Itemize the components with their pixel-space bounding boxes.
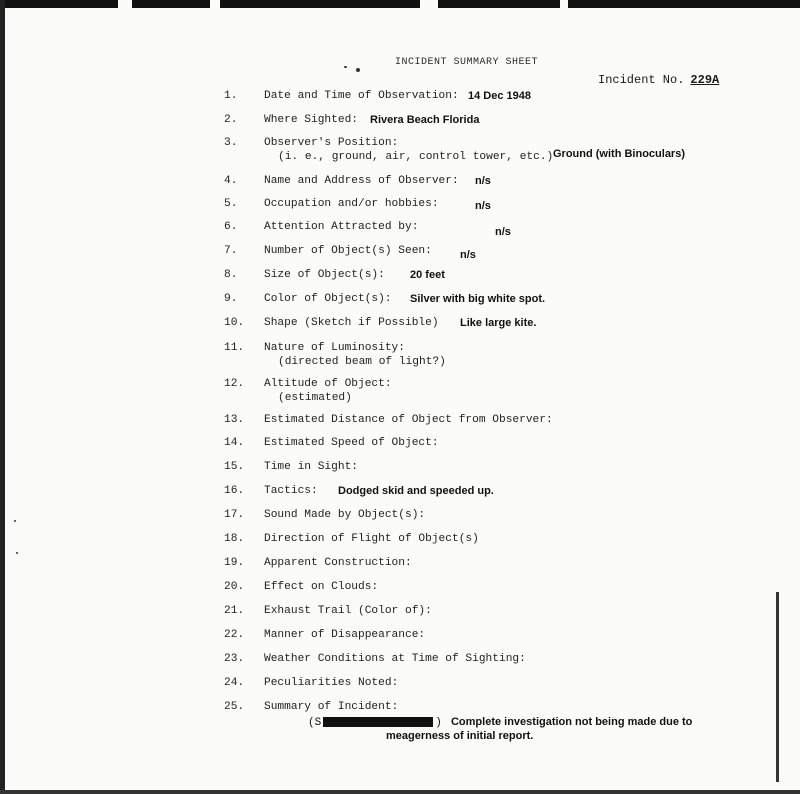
item-label: Number of Object(s) Seen:: [264, 245, 432, 257]
item-number: 8.: [224, 269, 238, 281]
item-number: 2.: [224, 114, 238, 126]
item-number: 25.: [224, 701, 245, 713]
item-number: 3.: [224, 137, 238, 149]
item-number: 1.: [224, 90, 238, 102]
item-label: Summary of Incident:: [264, 701, 399, 713]
item-label: Time in Sight:: [264, 461, 358, 473]
item-value: n/s: [475, 200, 491, 212]
ink-speck: [14, 520, 16, 522]
item-value: n/s: [495, 226, 511, 238]
item-number: 5.: [224, 198, 238, 210]
item-label: Size of Object(s):: [264, 269, 385, 281]
item-number: 21.: [224, 605, 245, 617]
item-value: Dodged skid and speeded up.: [338, 485, 494, 497]
ink-speck: [16, 552, 18, 554]
item-number: 16.: [224, 485, 245, 497]
item-value: Ground (with Binoculars): [553, 148, 685, 160]
scan-bottom-border: [0, 790, 800, 794]
ink-speck: [356, 68, 360, 72]
item-label: Effect on Clouds:: [264, 581, 379, 593]
item-label: Name and Address of Observer:: [264, 175, 459, 187]
scan-right-mark: [776, 592, 779, 782]
item-number: 22.: [224, 629, 245, 641]
item-label: Observer's Position:: [264, 137, 399, 149]
redaction-bar: [323, 717, 433, 727]
summary-line-1: Complete investigation not being made due to: [450, 716, 693, 728]
page-title: INCIDENT SUMMARY SHEET: [395, 57, 539, 68]
item-number: 23.: [224, 653, 245, 665]
item-label: Attention Attracted by:: [264, 221, 419, 233]
item-value: Like large kite.: [460, 317, 537, 329]
summary-text: [308, 716, 768, 743]
item-label: Weather Conditions at Time of Sighting:: [264, 653, 526, 665]
summary-close-paren: ): [435, 717, 442, 729]
item-label: Estimated Distance of Object from Observer:: [264, 414, 553, 426]
item-number: 15.: [224, 461, 245, 473]
item-label: Direction of Flight of Object(s): [264, 533, 479, 545]
item-label: Date and Time of Observation:: [264, 90, 459, 102]
item-label: Exhaust Trail (Color of):: [264, 605, 432, 617]
item-number: 11.: [224, 342, 245, 354]
scan-left-border: [0, 0, 5, 794]
item-sublabel: (estimated): [278, 392, 352, 404]
item-value: 20 feet: [410, 269, 445, 281]
item-value: 14 Dec 1948: [468, 90, 531, 102]
item-number: 18.: [224, 533, 245, 545]
incident-no-value: 229A: [690, 73, 720, 87]
item-label: Peculiarities Noted:: [264, 677, 399, 689]
scan-top-border: [0, 0, 800, 8]
item-label: Altitude of Object:: [264, 378, 392, 390]
item-number: 13.: [224, 414, 245, 426]
item-value: Silver with big white spot.: [410, 293, 546, 305]
item-number: 24.: [224, 677, 245, 689]
item-number: 6.: [224, 221, 238, 233]
item-value: Rivera Beach Florida: [370, 114, 480, 126]
item-label: Estimated Speed of Object:: [264, 437, 439, 449]
item-label: Apparent Construction:: [264, 557, 412, 569]
incident-number: [598, 73, 719, 87]
item-number: 17.: [224, 509, 245, 521]
item-value: n/s: [475, 175, 491, 187]
item-number: 19.: [224, 557, 245, 569]
incident-label: Incident No.: [598, 73, 685, 87]
item-label: Occupation and/or hobbies:: [264, 198, 439, 210]
summary-line-2: meagerness of initial report.: [386, 730, 534, 742]
item-number: 9.: [224, 293, 238, 305]
item-label: Shape (Sketch if Possible): [264, 317, 439, 329]
item-number: 4.: [224, 175, 238, 187]
ink-speck: [344, 66, 347, 68]
item-label: Manner of Disappearance:: [264, 629, 426, 641]
item-number: 20.: [224, 581, 245, 593]
item-sublabel: (i. e., ground, air, control tower, etc.): [278, 151, 554, 163]
item-number: 14.: [224, 437, 245, 449]
item-label: Color of Object(s):: [264, 293, 392, 305]
item-label: Where Sighted:: [264, 114, 358, 126]
item-sublabel: (directed beam of light?): [278, 356, 446, 368]
item-number: 7.: [224, 245, 238, 257]
item-value: n/s: [460, 249, 476, 261]
item-number: 10.: [224, 317, 245, 329]
item-number: 12.: [224, 378, 245, 390]
item-label: Sound Made by Object(s):: [264, 509, 426, 521]
item-label: Tactics:: [264, 485, 318, 497]
item-label: Nature of Luminosity:: [264, 342, 405, 354]
summary-open-paren: (S: [308, 717, 322, 729]
